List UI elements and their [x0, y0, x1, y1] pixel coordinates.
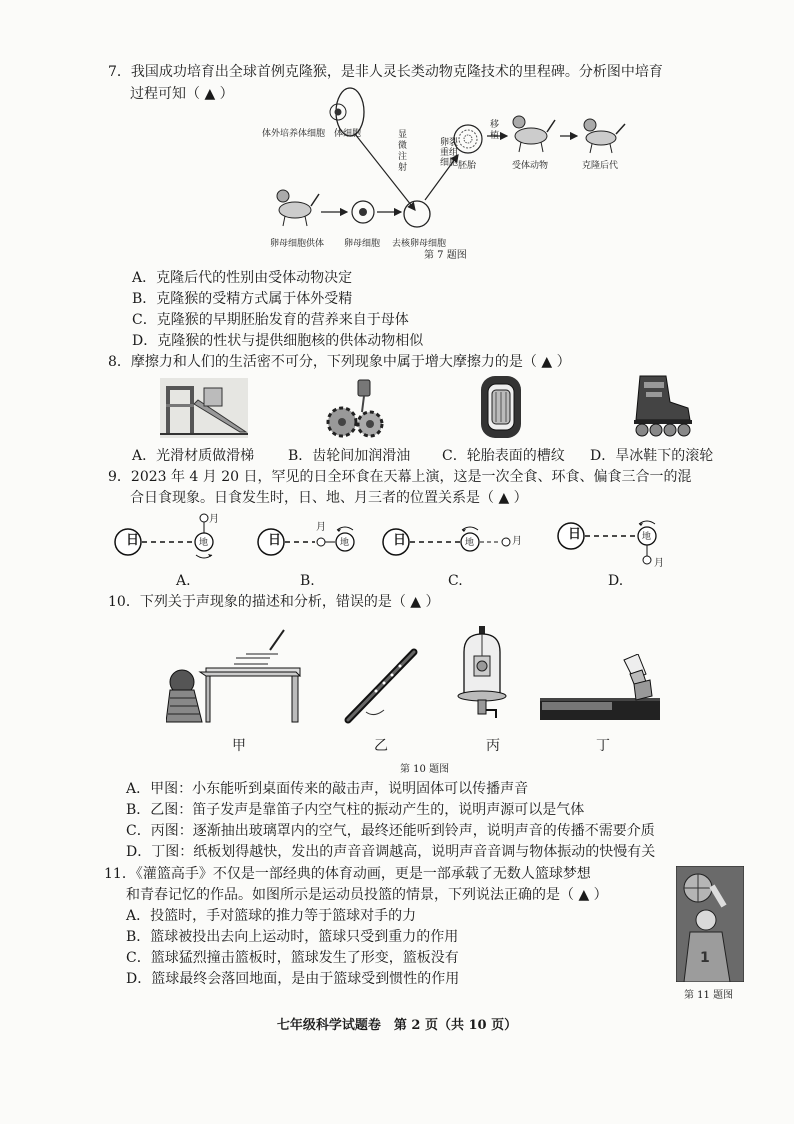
q9-sun-c: 日 [393, 533, 407, 548]
q10-belljar-image [456, 626, 508, 726]
q8-stem: 8．摩擦力和人们的生活密不可分，下列现象中属于增大摩擦力的是（ ▲ ） [108, 354, 571, 370]
moon-icon [502, 538, 510, 546]
q8-rollerskate-image [626, 372, 696, 438]
q10-desk-image [166, 628, 306, 724]
q11-basketball-player-image [676, 866, 744, 982]
fig7-label-embryo: 胚胎 [458, 161, 477, 171]
q8-option-b: B．齿轮间加润滑油 [288, 448, 411, 464]
q10-option-a: A．甲图：小东能听到桌面传来的敲击声，说明固体可以传播声音 [126, 781, 529, 797]
q9-earth-c: 地 [465, 538, 475, 548]
q9-moon-c: 月 [512, 536, 522, 547]
q10-label-yi: 乙 [374, 738, 388, 754]
fig10-caption: 第 10 题图 [400, 764, 450, 775]
fig7-label-recipient: 受体动物 [512, 161, 549, 171]
q10-option-d: D．丁图：纸板划得越快，发出的声音音调越高，说明声音音调与物体振动的快慢有关 [126, 844, 656, 860]
moon-icon [200, 514, 208, 522]
q11-option-d: D．篮球最终会落回地面，是由于篮球受到惯性的作用 [126, 971, 460, 987]
q9-moon-a: 月 [209, 514, 219, 525]
q9-earth-a: 地 [199, 538, 209, 548]
q9-stem-line2: 合日食现象。日食发生时，日、地、月三者的位置关系是（ ▲ ） [130, 490, 528, 506]
fig7-label-develop: 卵裂 重组 细胞 [440, 138, 459, 168]
fig7-label-culture: 体外培养体细胞 [262, 129, 326, 139]
q10-comb-image [538, 654, 662, 726]
q11-stem-line2: 和青春记忆的作品。如图所示是运动员投篮的情景，下列说法正确的是（ ▲ ） [126, 887, 608, 903]
q7-option-a: A．克隆后代的性别由受体动物决定 [132, 270, 353, 286]
q9-earth-b: 地 [340, 538, 350, 548]
q7-stem-line2: 过程可知（ ▲ ） [130, 86, 234, 102]
q10-flute-image [340, 648, 420, 726]
q9-sun-b: 日 [268, 533, 282, 548]
fig7-label-enucleated: 去核卵母细胞 [392, 239, 447, 249]
q8-option-c: C．轮胎表面的槽纹 [442, 448, 565, 464]
enucleated-egg-icon [404, 201, 430, 227]
fig7-label-inject: 显 微 注 射 [398, 130, 408, 173]
q7-option-c: C．克隆猴的早期胚胎发育的营养来自于母体 [132, 312, 409, 328]
q8-option-a: A．光滑材质做滑梯 [132, 448, 255, 464]
q11-stem-line1: 11．《灌篮高手》不仅是一部经典的体育动画，更是一部承载了无数人篮球梦想 [104, 866, 591, 882]
fig7-label-offspring: 克隆后代 [582, 161, 619, 171]
q9-stem-line1: 9．2023 年 4 月 20 日，罕见的日全环食在天幕上演，这是一次全食、环食、偏食三合一的混 [108, 469, 692, 485]
q8-option-d: D．旱冰鞋下的滚轮 [590, 448, 714, 464]
recipient-monkey-icon [513, 116, 555, 152]
q10-label-bing: 丙 [486, 738, 500, 754]
q9-moon-b: 月 [316, 522, 326, 533]
q10-stem: 10．下列关于声现象的描述和分析，错误的是（ ▲ ） [108, 594, 440, 610]
q8-tire-image [478, 374, 524, 440]
moon-icon [317, 538, 325, 546]
q9-sun-d: 日 [568, 527, 582, 542]
q9-moon-d: 月 [654, 558, 664, 569]
q9-label-a: A. [176, 573, 191, 589]
fig7-label-somatic: 体细胞 [334, 129, 362, 139]
q9-label-c: C. [448, 573, 463, 589]
q10-option-b: B．乙图：笛子发声是靠笛子内空气柱的振动产生的，说明声源可以是气体 [126, 802, 585, 818]
egg-donor-monkey-icon [277, 190, 319, 226]
q11-option-a: A．投篮时，手对篮球的推力等于篮球对手的力 [126, 908, 417, 924]
q8-gears-image [322, 378, 388, 438]
svg-text:1: 1 [700, 950, 710, 966]
q11-option-b: B．篮球被投出去向上运动时，篮球只受到重力的作用 [126, 929, 459, 945]
q9-label-b: B. [300, 573, 315, 589]
q9-label-d: D. [608, 573, 624, 589]
q10-label-ding: 丁 [596, 738, 610, 754]
moon-icon [643, 556, 651, 564]
fig7-label-egg: 卵母细胞 [344, 239, 381, 249]
q11-option-c: C．篮球猛烈撞击篮板时，篮球发生了形变，篮板没有 [126, 950, 459, 966]
fig7-label-transfer: 移 植 [490, 120, 500, 141]
q10-option-c: C．丙图：逐渐抽出玻璃罩内的空气，最终还能听到铃声，说明声音的传播不需要介质 [126, 823, 655, 839]
fig7-caption: 第 7 题图 [424, 250, 467, 261]
q9-earth-d: 地 [642, 532, 652, 542]
page-footer: 七年级科学试题卷 第 2 页（共 10 页） [276, 1018, 518, 1033]
q7-option-b: B．克隆猴的受精方式属于体外受精 [132, 291, 353, 307]
q9-sun-a: 日 [126, 533, 140, 548]
fig7-label-egg-donor: 卵母细胞供体 [270, 239, 325, 249]
offspring-monkey-icon [584, 119, 625, 153]
q10-label-jia: 甲 [232, 738, 246, 754]
q7-stem-line1: 7．我国成功培育出全球首例克隆猴，是非人灵长类动物克隆技术的里程碑。分析图中培育 [108, 64, 663, 80]
q7-option-d: D．克隆猴的性状与提供细胞核的供体动物相似 [132, 333, 424, 349]
q8-slide-image [160, 378, 248, 438]
fig11-caption: 第 11 题图 [684, 990, 734, 1001]
